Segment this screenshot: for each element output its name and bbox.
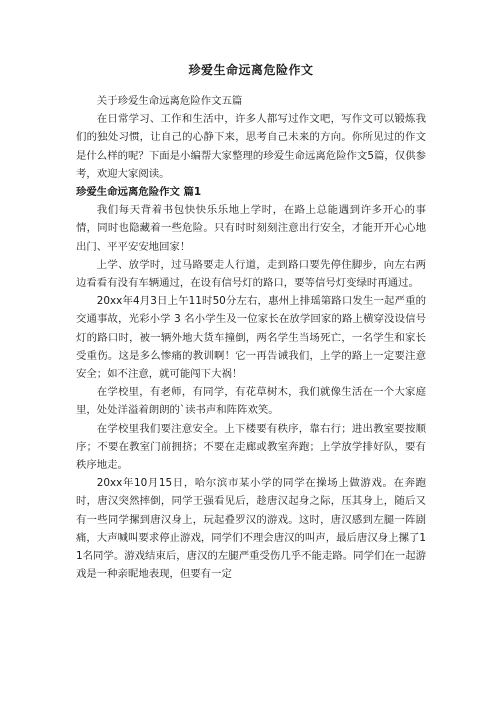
paragraph: 关于珍爱生命远离危险作文五篇 [96, 95, 243, 107]
paragraph: 我们每天背着书包快快乐乐地上学时，在路上总能遇到许多开心的事情，同时也隐藏着一些危险。只有时时刻刻注意出行安全，才能开开心心地出门、平平安安地回家！ [76, 204, 426, 253]
paragraph: 在日常学习、工作和生活中，许多人都写过作文吧，写作文可以锻炼我们的独处习惯，让自己的心静下来，思考自己未来的方向。你所见过的作文是什么样的呢？下面是小编帮大家整理的珍爱生命远离危险作文5篇，仅供参考，欢迎大家阅读。 [76, 113, 426, 180]
document-body [76, 92, 426, 583]
paragraph: 20xx年10月15日，哈尔滨市某小学的同学在操场上做游戏。在奔跑时，唐汉突然摔倒，同学王强看见后，趁唐汉起身之际，压其身上，随后又有一些同学摞到唐汉身上，玩起叠罗汉的游戏。这时，唐汉感到左腿一阵剧痛，大声喊叫要求停止游戏，同学们不理会唐汉的叫声，最后唐汉身上摞了11名同学。游戏结束后，唐汉的左腿严重受伤几乎不能走路。同学们在一起游戏是一种亲昵地表现，但要有一定 [76, 477, 426, 581]
paragraph: 上学、放学时，过马路要走人行道，走到路口要先停住脚步，向左右两边看看有没有车辆通过，在设有信号灯的路口，要等信号灯变绿时再通过。 [76, 258, 426, 290]
paragraph: 在学校里我们要注意安全。上下楼要有秩序，靠右行；进出教室要按顺序；不要在教室门前拥挤；不要在走廊或教室奔跑；上学放学排好队，要有秩序地走。 [76, 422, 426, 472]
paragraph: 20xx年4月3日上午11时50分左右，惠州上排瑶第路口发生一起严重的交通事故，光彩小学 3 名小学生及一位家长在放学回家的路上横穿没设信号灯的路口时，被一辆外地大货车撞倒，两名学生当场死亡，一名学生和家长受重伤。这是多么惨痛的教训啊！它一再告诫我们，上学的路上一定要注意安全；如不注意，就可能闯下大祸！ [76, 295, 426, 381]
section-heading: 珍爱生命远离危险作文 篇1 [76, 186, 202, 199]
paragraph: 在学校里，有老师，有同学，有花草树木，我们就像生活在一个大家庭里，处处洋溢着朗朗的`读书声和阵阵欢笑。 [76, 386, 426, 417]
document-title: 珍爱生命远离危险作文 [188, 63, 314, 77]
